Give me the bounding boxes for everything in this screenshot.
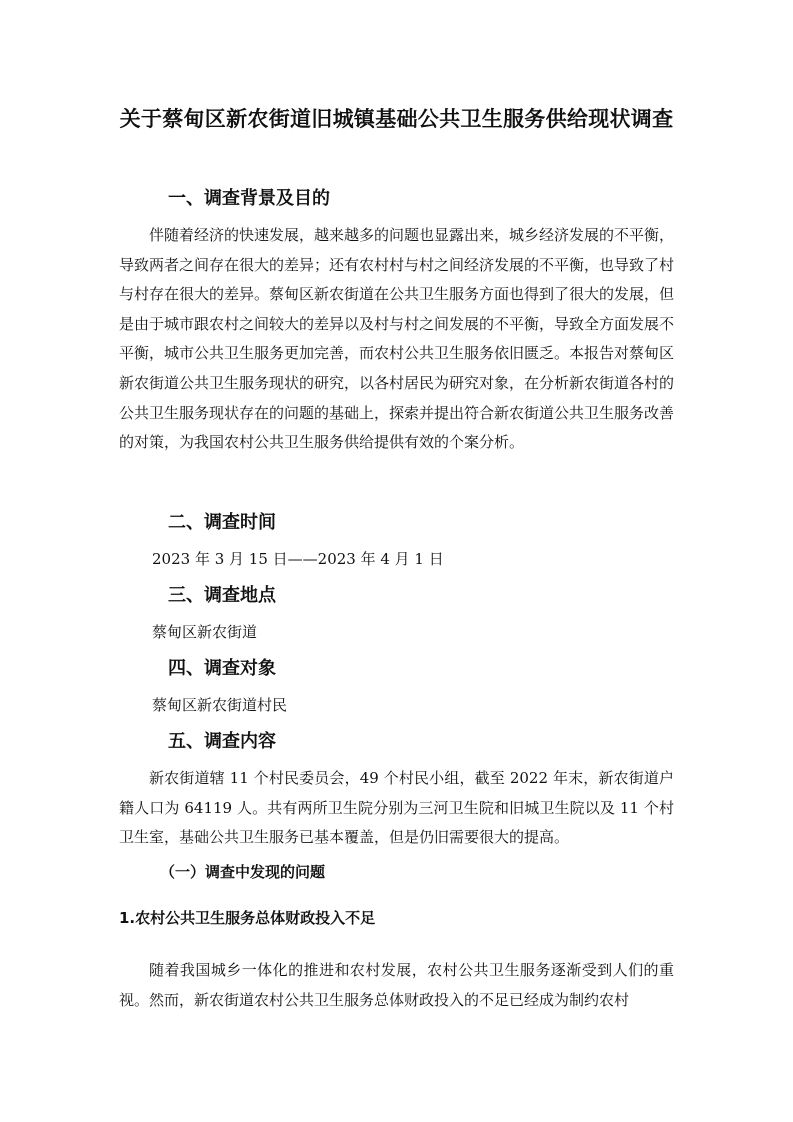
item-body-funding: 随着我国城乡一体化的推进和农村发展，农村公共卫生服务逐渐受到人们的重视。然而，新农街道农村公共卫生服务总体财政投入的不足已经成为制约农村: [119, 961, 674, 1009]
document-title: 关于蔡甸区新农街道旧城镇基础公共卫生服务供给现状调查: [119, 107, 674, 131]
section-heading-background: 一、调查背景及目的: [168, 188, 330, 209]
item-heading-funding: 1.农村公共卫生服务总体财政投入不足: [119, 909, 376, 927]
section-body-time: 2023 年 3 月 15 日——2023 年 4 月 1 日: [152, 550, 444, 568]
section-heading-location: 三、调查地点: [168, 585, 276, 606]
section-body-background: 伴随着经济的快速发展，越来越多的问题也显露出来，城乡经济发展的不平衡，导致两者之间存在很大的差异；还有农村村与村之间经济发展的不平衡，也导致了村与村存在很大的差异。蔡甸区新农街道在公共卫生服务方面也得到了很大的发展，但是由于城市跟农村之间较大的差异以及村与村之间发展的不平衡，导致全方面发展不平衡，城市公共卫生服务更加完善，而农村公共卫生服务依旧匮乏。本报告对蔡甸区新农街道公共卫生服务现状的研究，以各村居民为研究对象，在分析新农街道各村的公共卫生服务现状存在的问题的基础上，探索并提出符合新农街道公共卫生服务改善的对策，为我国农村公共卫生服务供给提供有效的个案分析。: [119, 226, 675, 452]
subsection-heading-problems: （一）调查中发现的问题: [160, 863, 326, 881]
section-heading-time: 二、调查时间: [168, 512, 276, 533]
section-body-content: 新农街道辖 11 个村民委员会，49 个村民小组，截至 2022 年末，新农街道户籍人口为 64119 人。共有两所卫生院分别为三河卫生院和旧城卫生院以及 11 个村卫生室，基础公共卫生服务已基本覆盖，但是仍旧需要很大的提高。: [119, 769, 674, 847]
section-heading-subject: 四、调查对象: [168, 658, 276, 679]
section-body-subject: 蔡甸区新农街道村民: [152, 696, 288, 714]
section-body-location: 蔡甸区新农街道: [152, 623, 258, 641]
section-heading-content: 五、调查内容: [168, 731, 276, 752]
